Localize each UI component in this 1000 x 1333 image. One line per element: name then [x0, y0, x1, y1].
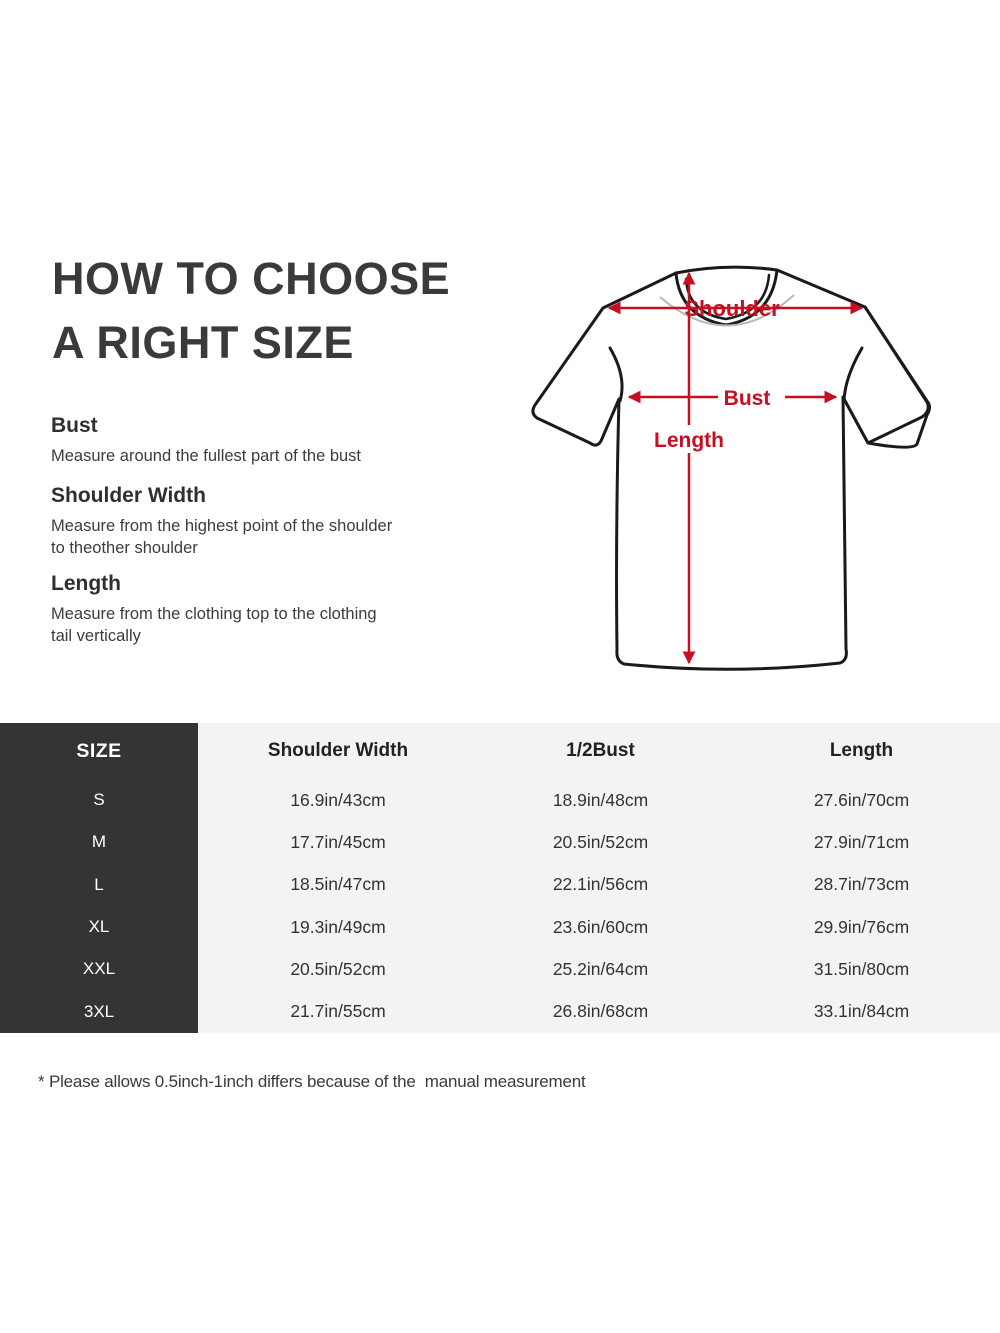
instruction-shoulder-width-text: Measure from the highest point of the shoulder to theother shoulder: [51, 517, 393, 557]
row-xxl-length: 31.5in/80cm: [723, 948, 1000, 990]
row-s-length: 27.6in/70cm: [723, 779, 1000, 821]
row-3xl-size-label: 3XL: [0, 990, 198, 1032]
row-xl-length: 29.9in/76cm: [723, 906, 1000, 948]
row-xxl-half-bust: 25.2in/64cm: [478, 948, 723, 990]
page-title: [52, 247, 450, 375]
instruction-bust: [51, 414, 431, 467]
table-header-length: Length: [723, 723, 1000, 779]
size-table: [0, 723, 1000, 1033]
row-l-half-bust: 22.1in/56cm: [478, 864, 723, 906]
instruction-bust-heading: Bust: [51, 414, 98, 437]
row-l-size-label: L: [0, 864, 198, 906]
instruction-shoulder-width-heading: Shoulder Width: [51, 484, 206, 507]
instruction-bust-text: Measure around the fullest part of the bust: [51, 447, 362, 465]
row-xl-half-bust: 23.6in/60cm: [478, 906, 723, 948]
row-3xl-half-bust: 26.8in/68cm: [478, 990, 723, 1032]
row-xl-shoulder-width: 19.3in/49cm: [198, 906, 478, 948]
row-m-length: 27.9in/71cm: [723, 821, 1000, 863]
row-s-shoulder-width: 16.9in/43cm: [198, 779, 478, 821]
shoulder-label: Shoulder: [684, 296, 780, 321]
page-title-line1: HOW TO CHOOSE: [52, 253, 451, 304]
row-m-size-label: M: [0, 821, 198, 863]
row-s-half-bust: 18.9in/48cm: [478, 779, 723, 821]
row-m-half-bust: 20.5in/52cm: [478, 821, 723, 863]
table-header-half-bust: 1/2Bust: [478, 723, 723, 779]
measurement-disclaimer: * Please allows 0.5inch-1inch differs because of the manual measurement: [38, 1072, 586, 1091]
row-xxl-shoulder-width: 20.5in/52cm: [198, 948, 478, 990]
row-xl-size-label: XL: [0, 906, 198, 948]
row-s-size-label: S: [0, 779, 198, 821]
page-title-line2: A RIGHT SIZE: [52, 317, 354, 368]
table-header-size: SIZE: [0, 723, 198, 779]
bust-label: Bust: [723, 387, 771, 410]
length-label: Length: [654, 429, 724, 452]
instruction-length: [51, 572, 431, 647]
row-l-shoulder-width: 18.5in/47cm: [198, 864, 478, 906]
row-m-shoulder-width: 17.7in/45cm: [198, 821, 478, 863]
tshirt-outline-icon: [533, 267, 930, 669]
instruction-length-heading: Length: [51, 572, 121, 595]
row-3xl-shoulder-width: 21.7in/55cm: [198, 990, 478, 1032]
row-xxl-size-label: XXL: [0, 948, 198, 990]
instruction-shoulder-width: [51, 484, 431, 559]
tshirt-measurement-diagram: [510, 255, 950, 695]
row-l-length: 28.7in/73cm: [723, 864, 1000, 906]
instruction-length-text: Measure from the clothing top to the clothing tail vertically: [51, 605, 377, 645]
table-header-shoulder-width: Shoulder Width: [198, 723, 478, 779]
row-3xl-length: 33.1in/84cm: [723, 990, 1000, 1032]
